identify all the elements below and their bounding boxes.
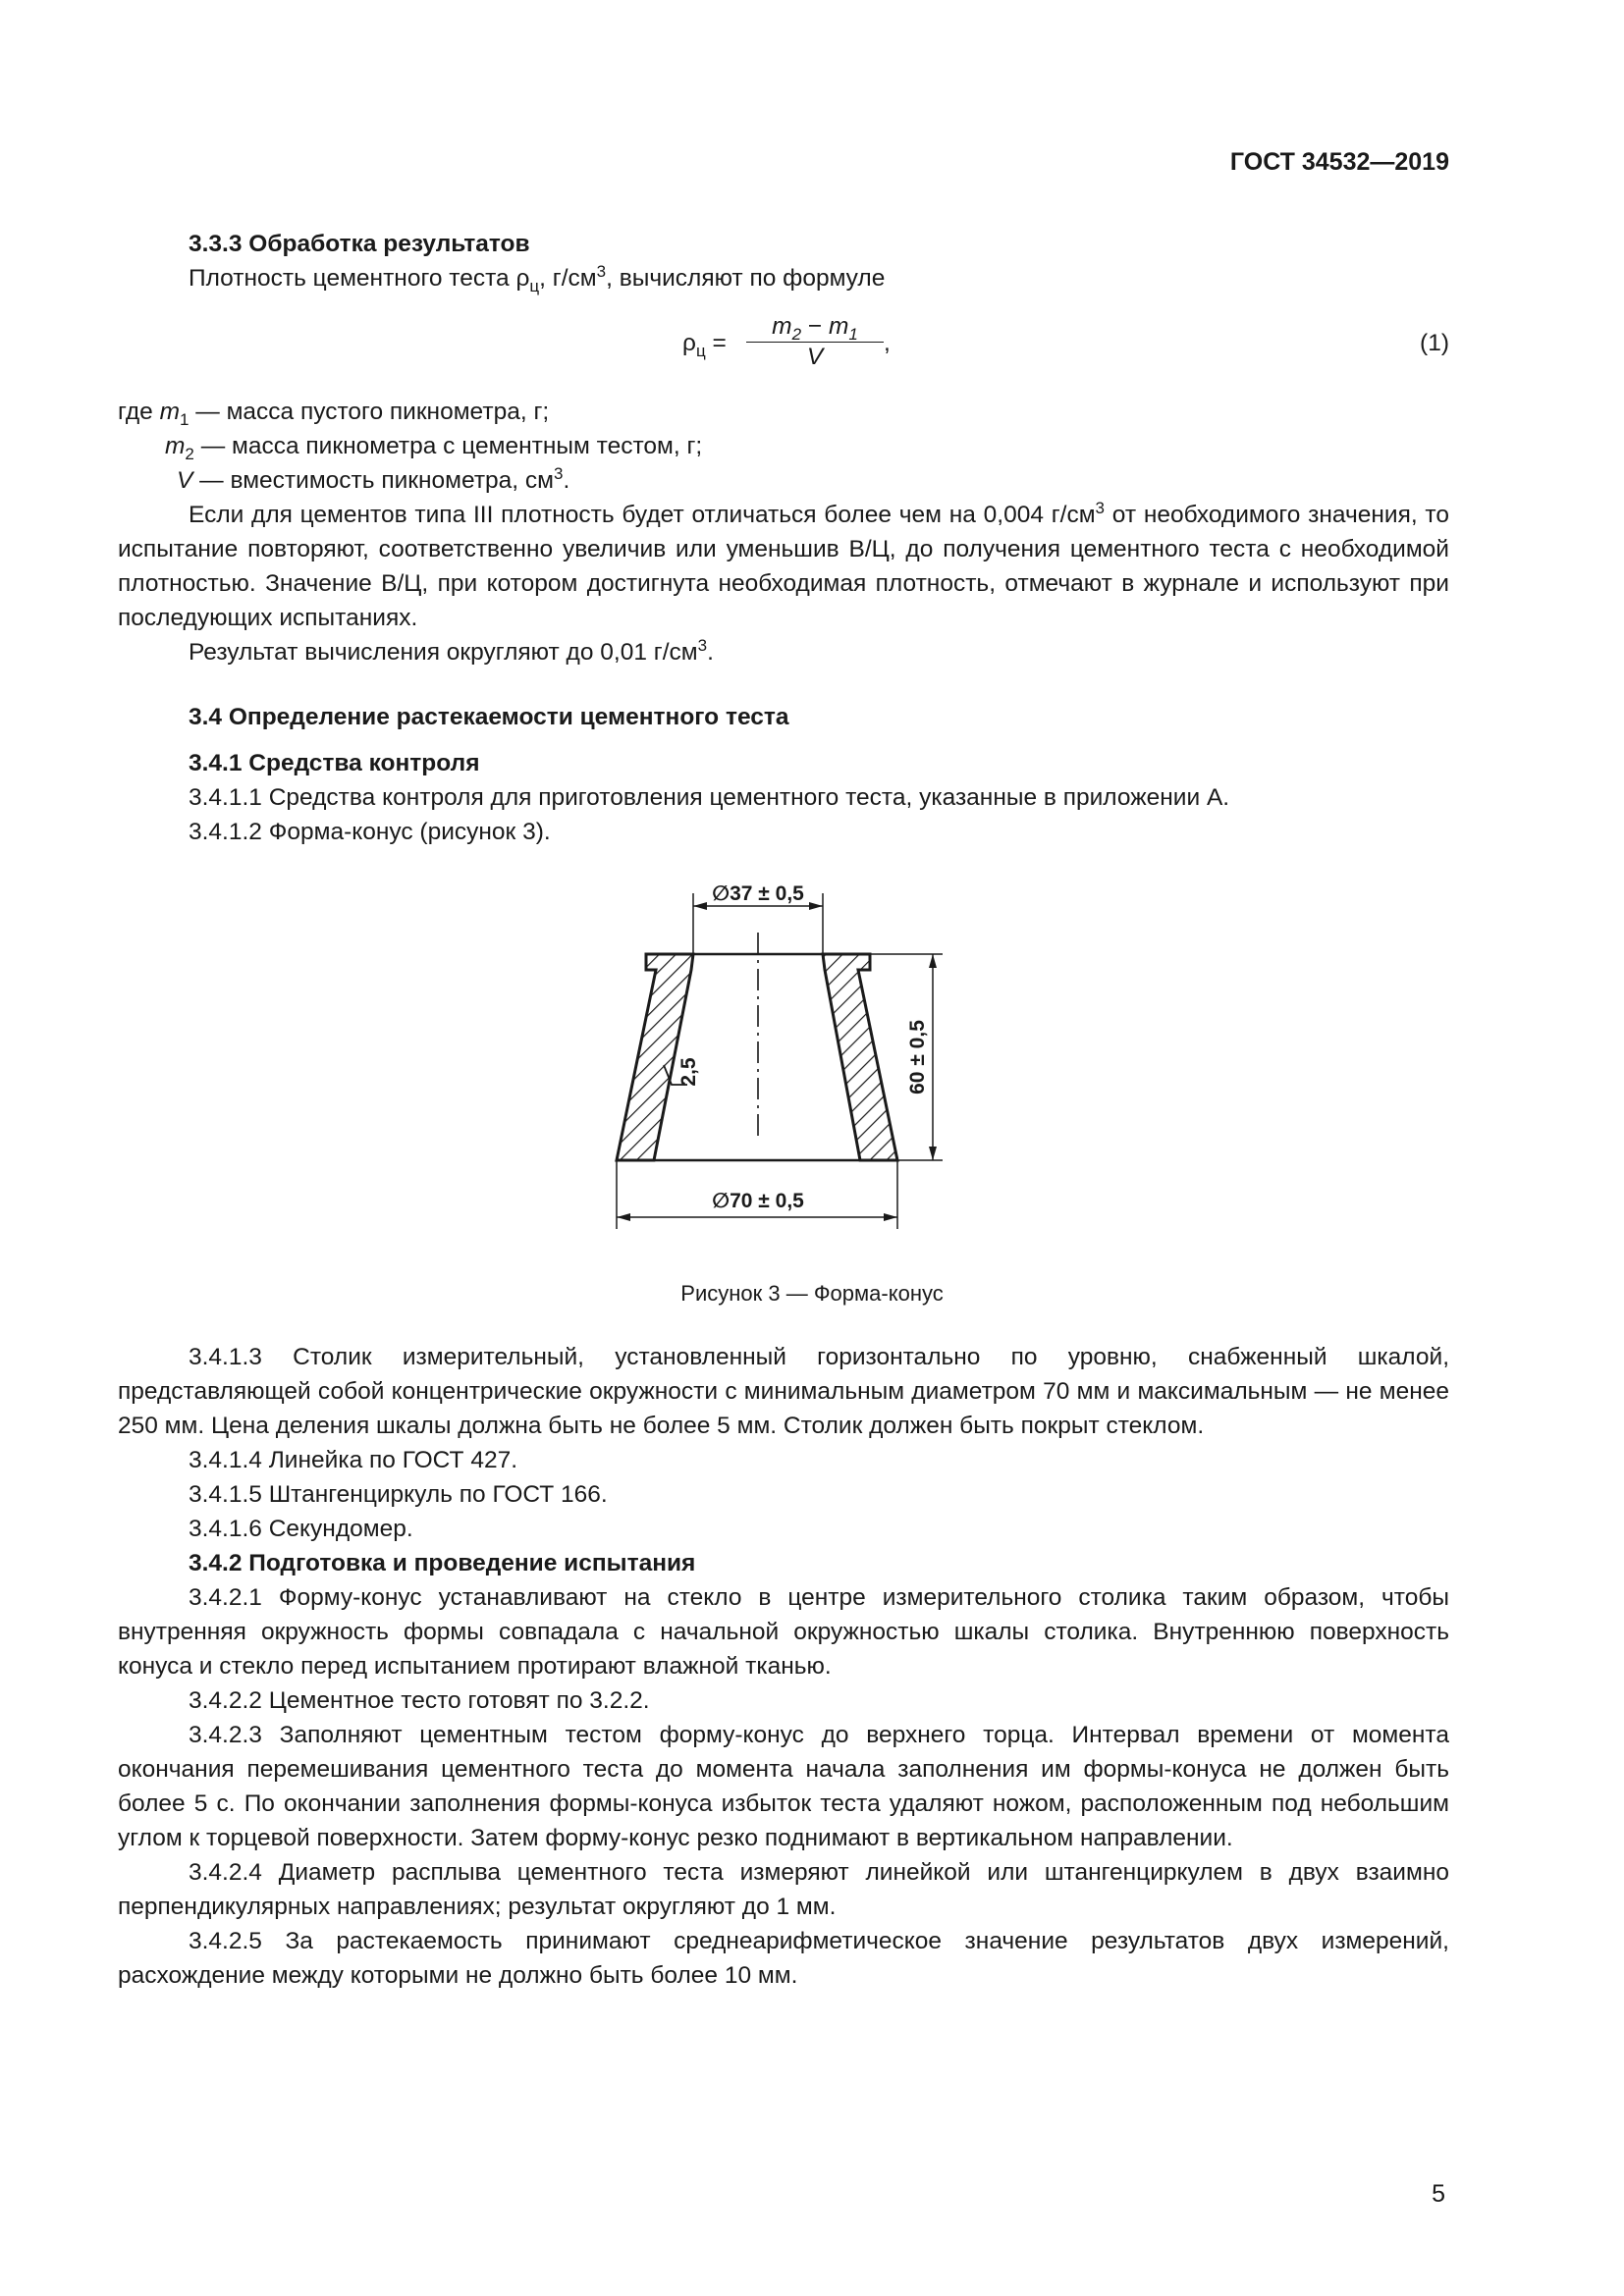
paragraph-3-4-2-4: 3.4.2.4 Диаметр расплыва цементного теста измеряют линейкой или штангенциркулем в двух взаимно перпендикулярных направлениях; результат округляют до 1 мм. bbox=[118, 1859, 1449, 1920]
definition-v: V — вместимость пикнометра, $см^3$. bbox=[177, 463, 570, 494]
formula-fraction bbox=[746, 312, 884, 372]
height-label: 60 ± 0,5 bbox=[906, 1020, 929, 1095]
paragraph-3-4-1-6: 3.4.1.6 Секундомер. bbox=[189, 1516, 413, 1542]
formula-comma: , bbox=[884, 330, 891, 356]
height-arrow-bottom bbox=[929, 1147, 937, 1160]
cone-mold-figure bbox=[589, 874, 1021, 1247]
formula-numerator: $m_2 - m_1$ bbox=[746, 312, 884, 343]
section-3-3-3 bbox=[118, 227, 1449, 295]
paragraph-3-4-2-3: 3.4.2.3 Заполняют цементным тестом форму-конус до верхнего торца. Интервал времени от момента окончания перемешивания цементного теста до момента начала заполнения им формы-конуса не должен быть более 5 с. По окончании заполнения формы-конуса избыток теста удаляют ножом, расположенным под небольшим углом к торцевой поверхности. Затем форму-конус резко поднимают в вертикальном направлении. bbox=[118, 1722, 1449, 1851]
paragraph-3-4-2-5: 3.4.2.5 За растекаемость принимают среднеарифметическое значение результатов двух измерений, расхождение между которыми не должно быть более 10 мм. bbox=[118, 1928, 1449, 1989]
density-intro-paragraph: Плотность цементного теста $\rho_ц$, $г/см^3$, вычисляют по формуле bbox=[189, 261, 886, 295]
figure-caption: Рисунок 3 — Форма-конус bbox=[680, 1281, 944, 1306]
formula-lhs: $\rho_ц$ = bbox=[682, 330, 727, 360]
top-dim-arrow-left bbox=[693, 902, 707, 910]
paragraph-3-4-1-4: 3.4.1.4 Линейка по ГОСТ 427. bbox=[189, 1447, 518, 1473]
paragraph-3-4-1-1: 3.4.1.1 Средства контроля для приготовления цементного теста, указанные в приложении А. bbox=[189, 784, 1230, 811]
bottom-diameter-label: ∅70 ± 0,5 bbox=[712, 1190, 804, 1212]
paragraph-3-4-2-2: 3.4.2.2 Цементное тесто готовят по 3.2.2. bbox=[189, 1687, 650, 1714]
type3-cement-paragraph: Если для цементов типа III плотность будет отличаться более чем на 0,004 $г/см^3$ от необходимого значения, то испытание повторяют, соответственно увеличив или уменьшив В/Ц, до получения цементного теста с необходимой плотностью. Значение В/Ц, при котором достигнута необходимая плотность, отмечают в журнале и используют при последующих испытаниях. bbox=[118, 498, 1449, 631]
top-dim-arrow-right bbox=[809, 902, 823, 910]
bottom-dim-arrow-right bbox=[884, 1213, 897, 1221]
top-diameter-label: ∅37 ± 0,5 bbox=[712, 882, 804, 905]
paragraph-3-4-2-1: 3.4.2.1 Форму-конус устанавливают на стекло в центре измерительного столика таким образом, чтобы внутренняя окружность формы совпадала с начальной окружностью шкалы столика. Внутреннюю поверхность конуса и стекло перед испытанием протирают влажной тканью. bbox=[118, 1584, 1449, 1680]
formula-number: (1) bbox=[1420, 330, 1449, 356]
cone-right-wall bbox=[823, 954, 897, 1160]
section-3-4 bbox=[118, 700, 1449, 849]
cone-left-wall bbox=[617, 954, 693, 1160]
definition-m1: где $m_1$ — масса пустого пикнометра, г; bbox=[118, 399, 550, 429]
wall-thickness-label: 2,5 bbox=[677, 1057, 700, 1087]
paragraph-3-4-1-3: 3.4.1.3 Столик измерительный, установленный горизонтально по уровню, снабженный шкалой, представляющей собой концентрические окружности с минимальным диаметром 70 мм и максимальным — не менее 250 мм. Цена деления шкалы должна быть не более 5 мм. Столик должен быть покрыт стеклом. bbox=[118, 1344, 1449, 1439]
paragraph-3-4-1-2: 3.4.1.2 Форма-конус (рисунок 3). bbox=[189, 819, 551, 845]
paragraph-3-4-1-5: 3.4.1.5 Штангенциркуль по ГОСТ 166. bbox=[189, 1481, 608, 1508]
section-heading-3-4: 3.4 Определение растекаемости цементного теста bbox=[189, 704, 789, 730]
section-heading-3-4-1: 3.4.1 Средства контроля bbox=[189, 750, 480, 776]
section-heading-3-3-3: 3.3.3 Обработка результатов bbox=[189, 231, 530, 257]
rounding-paragraph: Результат вычисления округляют до 0,01 $г/см^3$. bbox=[189, 635, 714, 666]
section-3-4-1-continued bbox=[118, 1340, 1449, 1993]
section-heading-3-4-2: 3.4.2 Подготовка и проведение испытания bbox=[189, 1550, 696, 1576]
height-arrow-top bbox=[929, 954, 937, 968]
density-formula bbox=[118, 312, 1449, 375]
page-number: 5 bbox=[1432, 2180, 1445, 2208]
definition-m2: $m_2$ — масса пикнометра с цементным тестом, г; bbox=[165, 433, 703, 463]
document-code-header: ГОСТ 34532—2019 bbox=[1229, 148, 1449, 176]
formula-definitions bbox=[118, 395, 1449, 669]
formula-denominator: V bbox=[806, 344, 824, 370]
bottom-dim-arrow-left bbox=[617, 1213, 630, 1221]
